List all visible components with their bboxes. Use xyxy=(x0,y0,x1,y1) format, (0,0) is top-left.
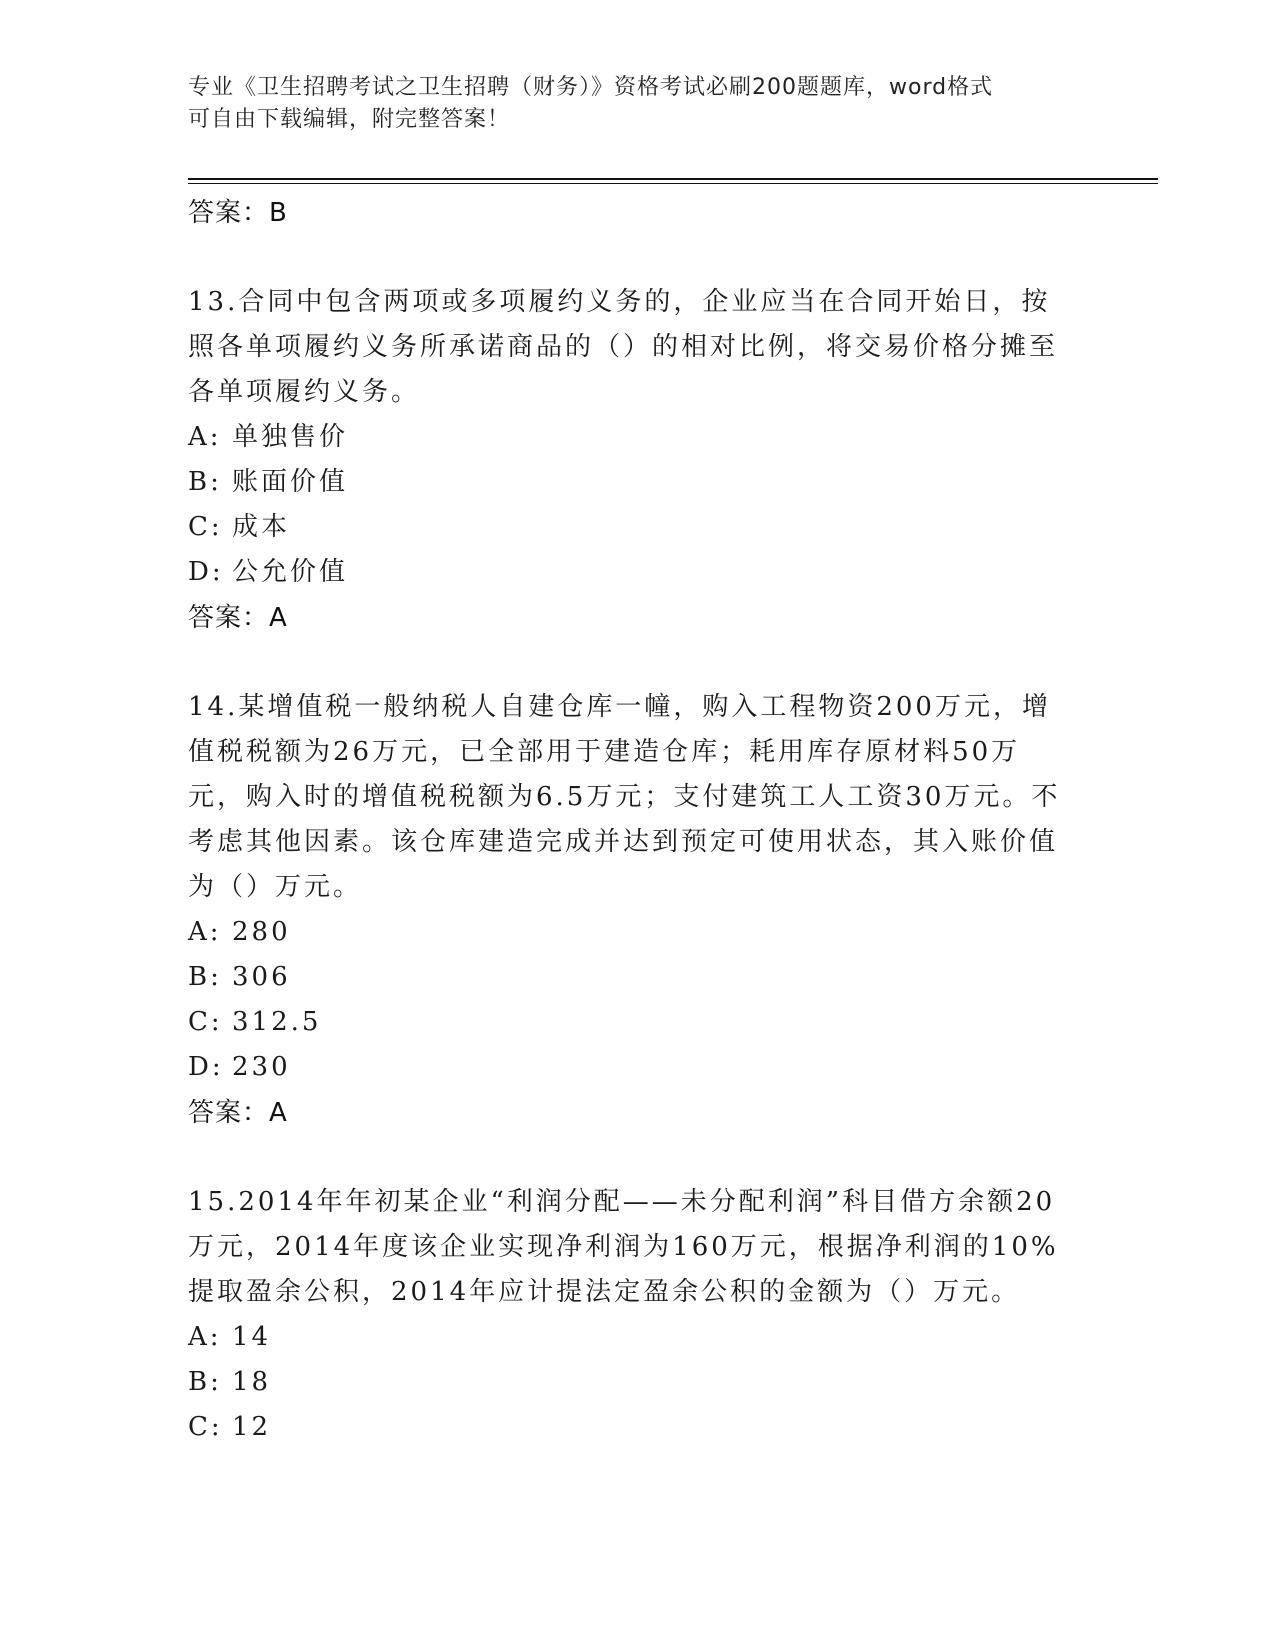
option-letter: A: xyxy=(188,917,222,947)
option-text: 14 xyxy=(232,1322,272,1352)
question-text: 13.合同中包含两项或多项履约义务的，企业应当在合同开始日，按照各单项履约义务所承诺商品的（）的相对比例，将交易价格分摊至各单项履约义务。 xyxy=(188,287,1059,407)
previous-answer: 答案：B xyxy=(188,198,288,228)
question-13 xyxy=(188,280,1068,641)
option-text: 账面价值 xyxy=(232,467,349,497)
header-divider xyxy=(188,178,1158,184)
question-14 xyxy=(188,685,1068,1136)
option-d xyxy=(188,1045,1068,1090)
option-b xyxy=(188,955,1068,1000)
option-letter: A: xyxy=(188,422,222,452)
option-a xyxy=(188,1315,1068,1360)
option-letter: C: xyxy=(188,1412,223,1442)
option-c xyxy=(188,505,1068,550)
option-text: 单独售价 xyxy=(232,422,349,452)
header-line-2: 可自由下载编辑，附完整答案！ xyxy=(188,107,511,132)
option-letter: D: xyxy=(188,557,224,587)
option-c xyxy=(188,1000,1068,1045)
option-c xyxy=(188,1405,1068,1450)
option-letter: C: xyxy=(188,512,223,542)
option-letter: C: xyxy=(188,1007,223,1037)
question-text: 15.2014年年初某企业“利润分配——未分配利润”科目借方余额20万元，2014年度该企业实现净利润为160万元，根据净利润的10%提取盈余公积，2014年应计提法定盈余公积的金额为（）万元。 xyxy=(188,1187,1059,1307)
option-b xyxy=(188,460,1068,505)
option-letter: B: xyxy=(188,1367,222,1397)
question-answer: 答案：A xyxy=(188,603,288,633)
option-text: 公允价值 xyxy=(232,557,349,587)
option-text: 230 xyxy=(232,1052,291,1082)
option-letter: A: xyxy=(188,1322,222,1352)
option-letter: D: xyxy=(188,1052,224,1082)
option-text: 280 xyxy=(232,917,291,947)
option-text: 306 xyxy=(232,962,291,992)
option-text: 12 xyxy=(232,1412,272,1442)
document-body xyxy=(188,190,1068,1494)
option-text: 312.5 xyxy=(232,1007,322,1037)
option-b xyxy=(188,1360,1068,1405)
option-letter: B: xyxy=(188,962,222,992)
question-text: 14.某增值税一般纳税人自建仓库一幢，购入工程物资200万元，增值税税额为26万元，已全部用于建造仓库；耗用库存原材料50万元，购入时的增值税税额为6.5万元；支付建筑工人工资30万元。不考虑其他因素。该仓库建造完成并达到预定可使用状态，其入账价值为（）万元。 xyxy=(188,692,1061,902)
option-d xyxy=(188,550,1068,595)
question-15 xyxy=(188,1180,1068,1450)
header-line-1: 专业《卫生招聘考试之卫生招聘（财务）》资格考试必刷200题题库，word格式 xyxy=(188,75,994,100)
question-answer: 答案：A xyxy=(188,1098,288,1128)
option-text: 18 xyxy=(232,1367,272,1397)
option-a xyxy=(188,415,1068,460)
option-a xyxy=(188,910,1068,955)
option-letter: B: xyxy=(188,467,222,497)
document-header xyxy=(188,72,1068,136)
option-text: 成本 xyxy=(232,512,291,542)
